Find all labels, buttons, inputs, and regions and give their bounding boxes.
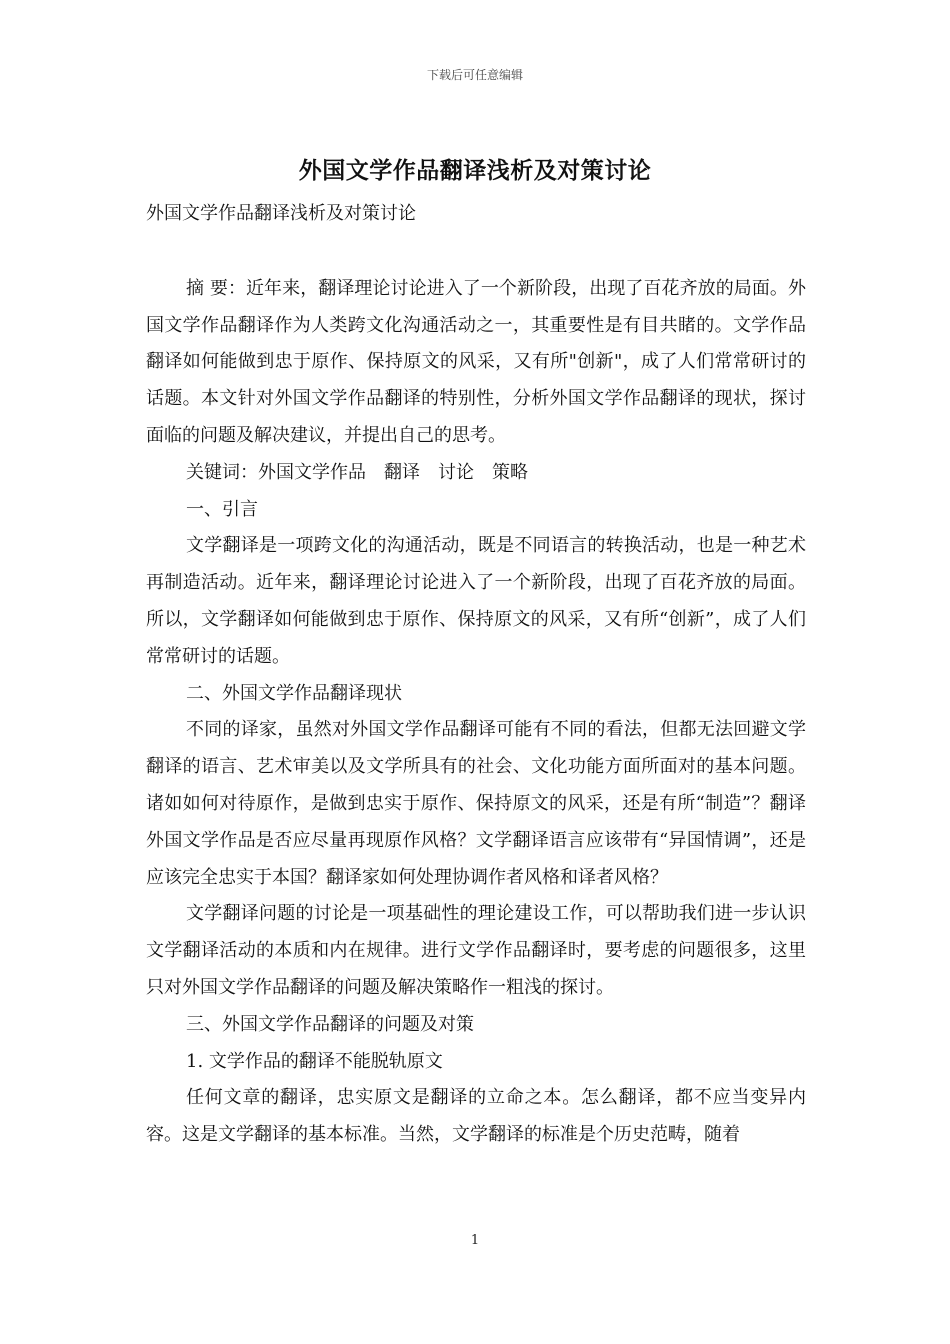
keywords-line: 关键词：外国文学作品 翻译 讨论 策略 — [186, 461, 528, 483]
document-subtitle: 外国文学作品翻译浅析及对策讨论 — [146, 203, 416, 224]
section-heading-current-status: 二、外国文学作品翻译现状 — [186, 682, 402, 704]
subsection-heading-1: 1. 文学作品的翻译不能脱轨原文 — [186, 1050, 443, 1072]
current-status-paragraph-2: 文学翻译问题的讨论是一项基础性的理论建设工作，可以帮助我们进一步认识文学翻译活动的本质和内在规律。进行文学作品翻译时，要考虑的问题很多，这里只对外国文学作品翻译的问题及解决策略作一粗浅的探讨。 — [146, 903, 806, 998]
blank-line — [146, 233, 806, 271]
section-heading-introduction: 一、引言 — [186, 498, 258, 520]
subsection-1-paragraph: 任何文章的翻译，忠实原文是翻译的立命之本。怎么翻译，都不应当变异内容。这是文学翻译的基本标准。当然，文学翻译的标准是个历史范畴，随着 — [146, 1087, 806, 1146]
abstract-paragraph: 摘 要：近年来，翻译理论讨论进入了一个新阶段，出现了百花齐放的局面。外国文学作品翻译作为人类跨文化沟通活动之一，其重要性是有目共睹的。文学作品翻译如何能做到忠于原作、保持原文的风采，又有所"创新"，成了人们常常研讨的话题。本文针对外国文学作品翻译的特别性，分析外国文学作品翻译的现状，探讨面临的问题及解决建议，并提出自己的思考。 — [146, 277, 806, 446]
page-number: 1 — [470, 1233, 480, 1248]
section-heading-problems: 三、外国文学作品翻译的问题及对策 — [186, 1013, 474, 1035]
page-header-note: 下载后可任意编辑 — [426, 68, 523, 82]
document-body — [146, 196, 806, 1154]
document-title: 外国文学作品翻译浅析及对策讨论 — [298, 157, 652, 184]
introduction-paragraph: 文学翻译是一项跨文化的沟通活动，既是不同语言的转换活动，也是一种艺术再制造活动。近年来，翻译理论讨论进入了一个新阶段，出现了百花齐放的局面。所以，文学翻译如何能做到忠于原作、保持原文的风采，又有所“创新”，成了人们常常研讨的话题。 — [146, 535, 806, 667]
current-status-paragraph-1: 不同的译家，虽然对外国文学作品翻译可能有不同的看法，但都无法回避文学翻译的语言、艺术审美以及文学所具有的社会、文化功能方面所面对的基本问题。诸如如何对待原作，是做到忠实于原作、保持原文的风采，还是有所“制造”？翻译外国文学作品是否应尽量再现原作风格？文学翻译语言应该带有“异国情调”，还是应该完全忠实于本国？翻译家如何处理协调作者风格和译者风格？ — [146, 719, 806, 888]
